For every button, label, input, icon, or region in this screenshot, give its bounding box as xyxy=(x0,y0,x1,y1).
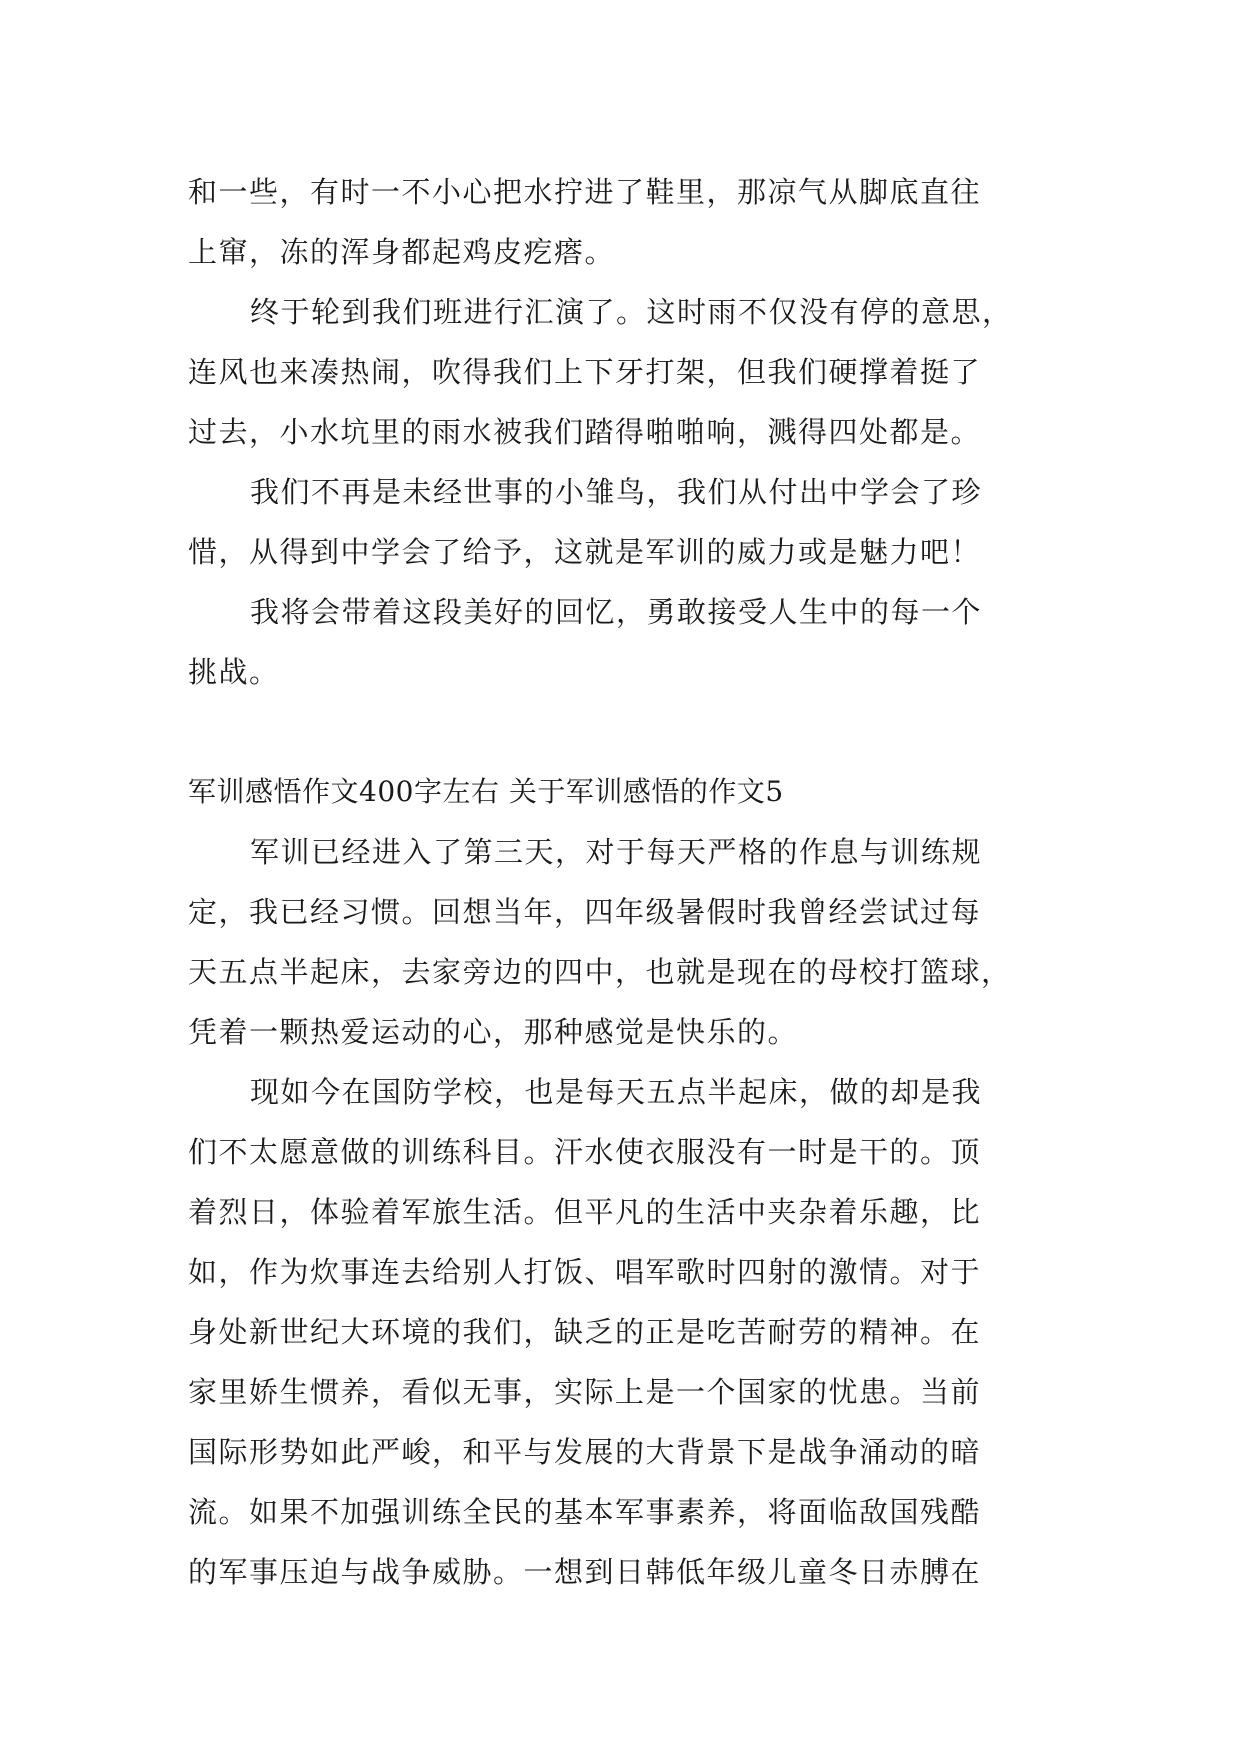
document-body xyxy=(188,162,1068,1602)
text-line: 连风也来凑热闹，吹得我们上下牙打架，但我们硬撑着挺了 xyxy=(188,355,982,389)
text-line: 身处新世纪大环境的我们，缺乏的正是吃苦耐劳的精神。在 xyxy=(188,1315,982,1349)
text-line: 挑战。 xyxy=(188,655,280,689)
paragraph-start: 现如今在国防学校，也是每天五点半起床，做的却是我 xyxy=(250,1075,983,1109)
text-line: 们不太愿意做的训练科目。汗水使衣服没有一时是干的。顶 xyxy=(188,1135,982,1169)
text-line: 惜，从得到中学会了给予，这就是军训的威力或是魅力吧！ xyxy=(188,535,982,569)
paragraph-start: 我们不再是未经世事的小雏鸟，我们从付出中学会了珍 xyxy=(250,475,983,509)
text-line: 着烈日，体验着军旅生活。但平凡的生活中夹杂着乐趣，比 xyxy=(188,1195,982,1229)
text-line: 和一些，有时一不小心把水拧进了鞋里，那凉气从脚底直往 xyxy=(188,175,982,209)
text-line: 流。如果不加强训练全民的基本军事素养，将面临敌国残酷 xyxy=(188,1495,982,1529)
text-line: 定，我已经习惯。回想当年，四年级暑假时我曾经尝试过每 xyxy=(188,895,982,929)
paragraph-start: 终于轮到我们班进行汇演了。这时雨不仅没有停的意思， xyxy=(250,295,1013,329)
text-line: 的军事压迫与战争威胁。一想到日韩低年级儿童冬日赤膊在 xyxy=(188,1555,982,1589)
text-line: 凭着一颗热爱运动的心，那种感觉是快乐的。 xyxy=(188,1015,799,1049)
section-heading: 军训感悟作文400字左右 关于军训感悟的作文5 xyxy=(188,775,784,808)
section-gap xyxy=(188,702,1068,762)
paragraph-start: 军训已经进入了第三天，对于每天严格的作息与训练规 xyxy=(250,835,983,869)
text-line: 上窜，冻的浑身都起鸡皮疙瘩。 xyxy=(188,235,616,269)
text-line: 家里娇生惯养，看似无事，实际上是一个国家的忧患。当前 xyxy=(188,1375,982,1409)
text-line: 天五点半起床，去家旁边的四中，也就是现在的母校打篮球， xyxy=(188,955,1012,989)
paragraph-start: 我将会带着这段美好的回忆，勇敢接受人生中的每一个 xyxy=(250,595,983,629)
text-line: 国际形势如此严峻，和平与发展的大背景下是战争涌动的暗 xyxy=(188,1435,982,1469)
text-line: 过去，小水坑里的雨水被我们踏得啪啪响，溅得四处都是。 xyxy=(188,415,982,449)
text-line: 如，作为炊事连去给别人打饭、唱军歌时四射的激情。对于 xyxy=(188,1255,982,1289)
